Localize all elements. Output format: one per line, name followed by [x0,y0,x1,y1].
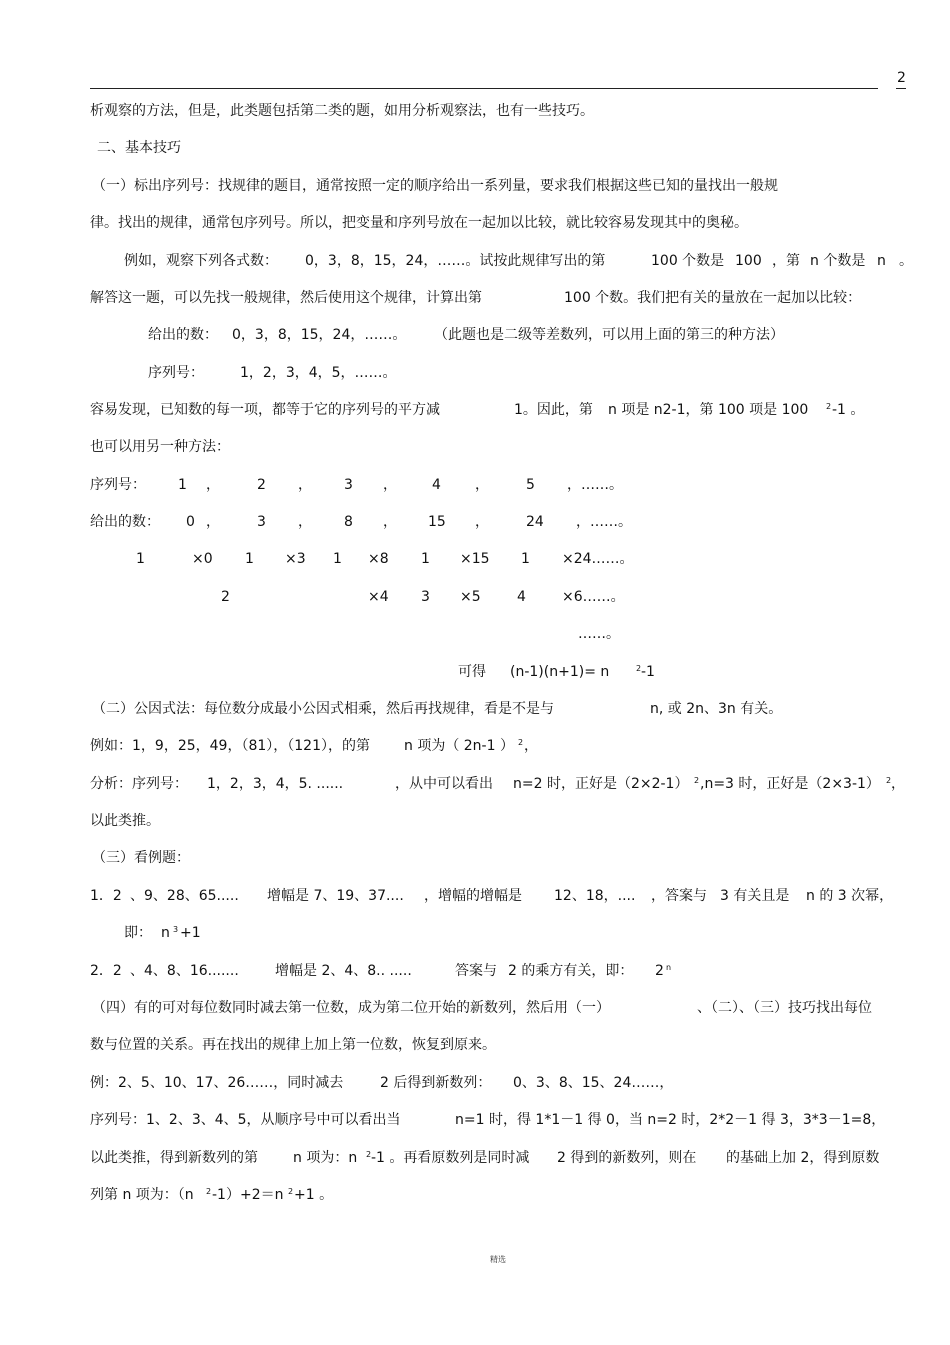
text-segment: n 项为：n [293,1150,358,1166]
text-segment: 、4、8、16....... [130,963,239,979]
text-segment: ， [475,477,489,493]
text-segment: n 项是 n2-1，第 100 项是 100 [608,402,809,418]
text-line [0,1185,950,1209]
text-segment: -1 。再看原数列是同时减 [371,1150,530,1166]
text-line [0,923,950,947]
superscript: 2 [826,402,832,411]
text-segment: 3 有关且是 [720,888,790,904]
text-line [0,213,950,237]
text-segment: ，……。 [567,477,623,493]
text-line [0,1110,950,1134]
text-segment: 1。因此，第 [514,402,593,418]
text-segment: 2 [257,477,266,493]
text-segment: ×6……。 [562,589,625,605]
text-segment: ， [206,477,220,493]
text-line [0,587,950,611]
text-segment: （二）公因式法：每位数分成最小公因式相乘，然后再找规律，看是不是与 [92,701,554,717]
text-line [0,774,950,798]
text-segment: 1 [245,551,254,567]
text-segment: （四）有的可对每位数同时减去第一位数，成为第二位开始的新数列，然后用（一） [92,1000,610,1016]
text-segment: 2．2 [90,963,122,979]
text-segment: 100 个数。我们把有关的量放在一起加以比较： [564,290,862,306]
text-line [0,736,950,760]
text-segment: 给出的数： [148,327,218,343]
text-segment: 解答这一题，可以先找一般规律，然后使用这个规律，计算出第 [90,290,482,306]
text-segment: n, 或 2n、3n 有关。 [650,701,783,717]
text-segment: 0，3，8，15，24，……。试按此规律写出的第 [305,253,606,269]
text-segment: 例：2、5、10、17、26……，同时减去 [90,1075,344,1091]
text-segment: 2 得到的新数列，则在 [557,1150,697,1166]
text-segment: ×15 [460,551,490,567]
text-line [0,512,950,536]
text-segment: 容易发现，已知数的每一项，都等于它的序列号的平方减 [90,402,440,418]
text-segment: ，答案与 [651,888,707,904]
superscript: 2 [518,738,524,747]
text-segment: ×4 [368,589,389,605]
superscript: 2 [886,776,892,785]
text-segment: ， [524,738,538,754]
header-rule [90,88,878,89]
text-segment: 分析：序列号： [90,776,188,792]
page-number: 2 [897,70,906,86]
text-segment: （三）看例题： [92,850,190,866]
text-segment: n [877,253,886,269]
text-segment: 序列号： [90,477,146,493]
text-segment: ,n=3 时，正好是（2×3-1） [700,776,880,792]
text-line [0,1148,950,1172]
text-segment: ， [298,477,312,493]
text-line [0,811,950,835]
text-segment: n 个数是 [810,253,866,269]
text-segment: 4 [517,589,526,605]
text-segment: 、（二）、（三）技巧找出每位 [697,1000,872,1016]
text-line [0,437,950,461]
text-segment: ，……。 [576,514,632,530]
text-segment: 0 [186,514,195,530]
text-segment: （此题也是二级等差数列，可以用上面的第三的种方法） [434,327,784,343]
text-segment: 、9、28、65..... [130,888,239,904]
text-segment: 2 后得到新数列： [380,1075,492,1091]
text-line [0,1073,950,1097]
superscript: 2 [366,1150,372,1159]
text-segment: 的基础上加 2，得到原数 [726,1150,880,1166]
text-segment: -1）+2＝n [212,1187,284,1203]
text-segment: n=2 时，正好是（2×2-1） [513,776,689,792]
text-segment: 以此类推。 [90,813,160,829]
text-segment: 100 [735,253,762,269]
text-segment: 5 [526,477,535,493]
text-segment: ， [891,776,905,792]
text-segment: ，从中可以看出 [395,776,493,792]
text-segment: 序列号：1、2、3、4、5，从顺序号中可以看出当 [90,1112,401,1128]
text-segment: -1 [641,664,655,680]
text-line [0,961,950,985]
text-segment: 答案与 [455,963,497,979]
text-line [0,288,950,312]
text-segment: ×8 [368,551,389,567]
text-segment: n [161,925,170,941]
text-segment: ×5 [460,589,481,605]
text-segment: ×0 [192,551,213,567]
text-segment: ， [206,514,220,530]
text-segment: 增幅是 2、4、8.. ..... [275,963,412,979]
text-line [0,1035,950,1059]
footer-text: 精选 [490,1255,506,1264]
page-number-underline [896,88,906,89]
text-line [0,400,950,424]
text-segment: 给出的数： [90,514,160,530]
text-segment: 1，2，3，4，5，……。 [240,365,397,381]
text-segment: 2 的乘方有关，即： [508,963,634,979]
text-line [0,176,950,200]
text-segment: 100 个数是 [651,253,725,269]
text-segment: ， [298,514,312,530]
text-line [0,662,950,686]
text-segment: 1．2 [90,888,122,904]
text-segment: ， [475,514,489,530]
superscript: 2 [694,776,700,785]
text-segment: 3 [421,589,430,605]
text-segment: 3 [257,514,266,530]
text-segment: 0、3、8、15、24……， [513,1075,674,1091]
text-segment: n 项为（ 2n-1 ） [404,738,514,754]
text-segment: 也可以用另一种方法： [90,439,230,455]
text-segment: 序列号： [148,365,204,381]
text-segment: 1 [136,551,145,567]
text-segment: ×3 [285,551,306,567]
text-segment: 3 [344,477,353,493]
text-segment: ，第 [772,253,800,269]
text-segment: 1 [333,551,342,567]
text-segment: ……。 [578,626,620,642]
text-line [0,699,950,723]
text-segment: 1 [421,551,430,567]
text-segment: +1 [180,925,201,941]
text-line [0,549,950,573]
superscript: n [666,963,672,972]
text-segment: 8 [344,514,353,530]
text-segment: 例如：1，9，25，49，（81），（121），的第 [90,738,370,754]
text-segment: n 的 3 次幂， [806,888,894,904]
text-segment: 15 [428,514,446,530]
text-segment: 即： [124,925,152,941]
text-segment: 1，2，3，4，5. ...... [207,776,344,792]
text-segment: 析观察的方法，但是，此类题包括第二类的题，如用分析观察法，也有一些技巧。 [90,103,594,119]
text-segment: 2 [221,589,230,605]
text-segment: （一）标出序列号：找规律的题目，通常按照一定的顺序给出一系列量，要求我们根据这些已知的量找出一般规 [92,178,778,194]
text-segment: 可得 [458,664,486,680]
text-segment: 。 [899,253,913,269]
text-segment: 以此类推，得到新数列的第 [90,1150,258,1166]
text-line [0,998,950,1022]
text-segment: 1 [521,551,530,567]
text-line [0,848,950,872]
text-segment: ， [383,477,397,493]
text-segment: 0，3，8，15，24，……。 [232,327,407,343]
text-line [0,325,950,349]
text-line [0,624,950,648]
text-segment: ×24……。 [562,551,634,567]
text-segment: n=1 时，得 1*1－1 得 0，当 n=2 时，2*2－1 得 3，3*3－1=8， [455,1112,886,1128]
text-segment: 增幅是 7、19、37.... [267,888,404,904]
text-segment: ，增幅的增幅是 [424,888,522,904]
text-segment: 列第 n 项为：（n [90,1187,194,1203]
superscript: 2 [288,1187,294,1196]
text-line [0,363,950,387]
text-segment: 例如，观察下列各式数： [124,253,278,269]
text-line [0,101,950,125]
text-segment: 1 [178,477,187,493]
text-segment: 数与位置的关系。再在找出的规律上加上第一位数，恢复到原来。 [90,1037,496,1053]
superscript: 3 [173,925,179,934]
text-segment: 律。找出的规律，通常包序列号。所以，把变量和序列号放在一起加以比较，就比较容易发现其中的奥秘。 [90,215,748,231]
text-segment: ， [383,514,397,530]
text-line [0,886,950,910]
text-segment: 二、基本技巧 [97,140,181,156]
text-segment: -1 。 [832,402,865,418]
text-segment: 24 [526,514,544,530]
text-segment: (n-1)(n+1)= n [510,664,610,680]
text-line [0,138,950,162]
text-segment: +1 。 [294,1187,334,1203]
text-segment: 2 [655,963,664,979]
text-segment: 12、18，.... [554,888,636,904]
text-line [0,475,950,499]
text-line [0,251,950,275]
text-segment: 4 [432,477,441,493]
superscript: 2 [206,1187,212,1196]
superscript: 2 [636,664,642,673]
